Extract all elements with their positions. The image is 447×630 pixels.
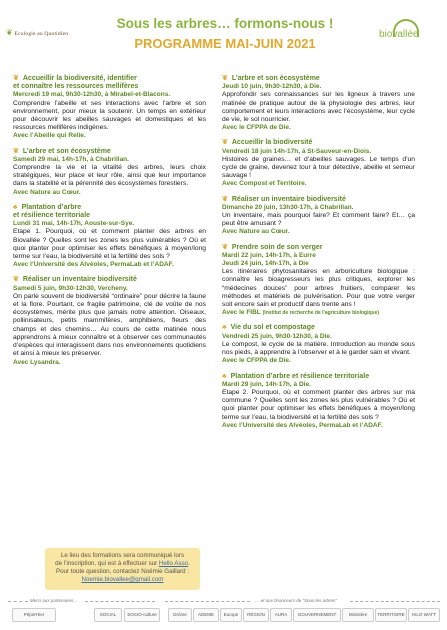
left-column — [13, 75, 206, 374]
funder-logo: TERRITOIRE — [375, 608, 407, 622]
event-date: Jeudi 10 juin, 9h30-12h30, à Die. — [222, 83, 322, 91]
partner-logo: Pépin'Hier — [12, 608, 56, 622]
event-title: Réaliser un inventaire biodiversité — [231, 195, 346, 203]
event-description: Comprendre la vie et la vitalité des arbres, leurs choix stratégiques, leur place et leur rôle, ainsi que leur importance dans la stabilité et la pérennité des écosystèmes forestiers. — [13, 164, 206, 188]
divider — [8, 601, 28, 602]
event-description: Etape 2. Pourquoi, où et comment planter des arbres sur ma commune ? Quelles sont les zones les plus vulnérables ? Où et quoi planter pour optimiser les effets bénéfiques à moyen/long terme sur l’eau, la biodiversité et la fertilité des sols ? — [222, 388, 415, 421]
sprout-icon: ❦ — [222, 139, 228, 147]
event-partner: Avec l’Université des Alvéoles, PermaLab et l’ADAF. — [13, 261, 174, 269]
notice-line: Pour toute question, contactez Noémie Gaillard : — [55, 568, 190, 575]
funder-logo: ADEME — [193, 608, 219, 622]
event-title: Plantation d’arbre et résilience territoriale — [230, 372, 370, 380]
event-entry — [222, 75, 415, 132]
event-description: Les itinéraires phytosanitaires en arboriculture biologique : connaître les bioagresseurs les plus critiques, explorer les “médecines douces” pour arbres fruitiers, comparer les méthodes et matériels de pulvérisation. Pour que votre verger soit encore sain et productif dans trente ans ! — [222, 268, 415, 309]
event-date: Mardi 22 juin, 14h-17h, à Eurre — [222, 251, 316, 259]
contact-email-link[interactable]: Noemie.biovallee@gmail.com — [81, 576, 164, 583]
event-date: Samedi 29 mai, 14h-17h, à Chabrillan. — [13, 155, 129, 163]
event-partner: Avec l’Université des Alvéoles, PermaLab et l’ADAF. — [222, 421, 383, 429]
sprout-icon: ❦ — [13, 276, 19, 284]
event-title: L’arbre et son écosystème — [231, 75, 320, 82]
funder-logo: KILO WATT — [408, 608, 440, 622]
event-entry — [222, 373, 415, 430]
notice-line: de l’inscription, qui est à effectuer sur — [55, 560, 159, 567]
event-partner: Avec Lysandra. — [13, 358, 61, 366]
biovallee-logo: biovallée — [379, 29, 418, 40]
notice-line: Le lieu des formations sera communiqué lors — [60, 552, 185, 559]
leaf-icon: ❦ — [6, 28, 13, 37]
event-entry — [222, 196, 415, 237]
event-entry — [222, 324, 415, 365]
event-description: Approfondir ses connaissances sur les ligneux à travers une matinée de pratique autour de la physiologie des arbres, leur comportement et leurs interactions avec l’écosystème, leur cycle de vie, le sol nourricier. — [222, 91, 415, 124]
event-date: Mercredi 19 mai, 9h30-12h30, à Mirabel-et-Blacons. — [13, 91, 171, 99]
sprout-icon: ❦ — [222, 75, 228, 82]
event-description: Etape 1. Pourquoi, où et comment planter des arbres en Biovallée ? Quelles sont les zones les plus vulnérables ? Où et quoi planter pour optimiser les effets bénéfiques à moyen/long terme sur l’eau, la biodiversité et la fertilité des sols ? — [13, 228, 206, 261]
event-date: Vendredi 18 juin 14h-17h, à St-Sauveur-en-Diois. — [222, 147, 372, 155]
event-title-line2: et connaître les ressources mellifères — [13, 83, 139, 91]
event-title: Accueillir la biodiversité — [231, 139, 313, 147]
sprout-icon: ❦ — [222, 195, 228, 203]
hello-asso-link[interactable]: Hello Asso — [158, 560, 189, 567]
event-date: Vendredi 25 juin, 9h30-12h30, à Die. — [222, 332, 332, 340]
event-partner-note: (Institut de recherche de l’agriculture biologique) — [262, 310, 380, 317]
partners-label: Merci aux partenaires… — [30, 598, 78, 603]
event-title: Réaliser un inventaire biodiversité — [22, 276, 137, 284]
event-partner: Avec le FIBL — [222, 309, 261, 317]
partner-logo: SOCIAL — [94, 608, 122, 622]
event-title: Accueillir la biodiversité, identifier — [22, 75, 137, 82]
sprout-icon: ❦ — [13, 75, 19, 82]
event-description: Histoires de graines… et d’abeilles sauvages. Le temps d’un cycle de graine, devenez tour à tour détective, abeille et semeur sauvage ! — [222, 155, 415, 180]
event-title: Plantation d’arbre — [21, 203, 82, 211]
event-title: L’arbre et son écosystème — [22, 147, 111, 155]
funder-logo: Europe — [220, 608, 242, 622]
event-entry — [13, 204, 206, 270]
event-entry — [13, 148, 206, 197]
event-entry — [222, 244, 415, 318]
event-partner: Avec Nature au Cœur. — [13, 188, 81, 196]
tree-icon: ♣ — [222, 372, 227, 380]
event-entry — [222, 139, 415, 188]
event-title: Prendre soin de son verger — [231, 243, 323, 251]
sprout-icon: ❦ — [222, 243, 228, 251]
event-entry — [13, 276, 206, 366]
registration-notice: Le lieu des formations sera communiqué lors de l’inscription, qui est à effectuer sur Hello Asso. Pour toute question, contactez Noémie Gaillard : Noemie.biovallee@gmail.com — [45, 548, 200, 590]
divider — [165, 601, 250, 602]
funder-logo: GOUVERNEMENT — [293, 608, 341, 622]
divider — [350, 601, 440, 602]
event-date: Dimanche 20 juin, 13h30-17h, à Chabrillan. — [222, 203, 354, 211]
event-date-2: Jeudi 24 juin, 14h-17h, à Die — [222, 260, 309, 268]
logo-arc-icon — [393, 19, 419, 37]
page-subtitle: PROGRAMME MAI-JUIN 2021 — [134, 36, 316, 51]
funder-logo: RÉGION — [243, 608, 269, 622]
funder-logo: Drôme — [168, 608, 192, 622]
event-description: Un inventaire, mais pourquoi faire? Et comment faire? Et… ça peut être amusant ? — [222, 212, 415, 228]
event-partner: Avec l’Abeille qui Relie. — [13, 132, 86, 140]
ecologie-au-quotidien-logo: ❦ Ecologie au Quotidien — [6, 28, 69, 37]
tree-icon: ♣ — [13, 203, 18, 211]
event-title-line2: et résilience territoriale — [13, 212, 91, 220]
event-partner: Avec Compost et Territoire. — [222, 180, 307, 188]
event-date: Mardi 29 juin, 14h-17h, à Die. — [222, 380, 311, 388]
event-date: Lundi 31 mai, 14h-17h, Aouste-sur-Sye. — [13, 220, 135, 228]
sprout-icon: ❦ — [13, 147, 19, 155]
page-title: Sous les arbres… formons-nous ! — [116, 16, 334, 31]
tree-icon: ♣ — [222, 324, 227, 332]
event-description: Comprendre l’abeille et ses interactions avec l’arbre et son environnement, pour mieux la soutenir. Un temps en extérieur pour découvrir les abeilles sauvages et domestiques et les ressources mellifères indigènes. — [13, 99, 206, 132]
partner-logo: SOCIO-culture — [124, 608, 160, 622]
funder-logo: Ministère — [342, 608, 374, 622]
event-partner: Avec le CFPPA de Die. — [222, 357, 291, 365]
event-partner: Avec le CFPPA de Die. — [222, 124, 291, 132]
right-column — [222, 75, 415, 437]
header — [0, 0, 447, 60]
footer — [0, 594, 447, 630]
event-title: Vie du sol et compostage — [230, 324, 315, 332]
event-description: On parle souvent de biodiversité “ordinaire” pour décrire la faune et la flore. Pourtant, ce fragile patrimoine, clé de voûte de nos écosystèmes, mérite plus que jamais notre attention. Oiseaux, pollinisateurs, petits mammifères, amphibiens, fleurs des champs et des chemins… Au cours de cette matinée nous apprendrons à mieux connaître et à observer ces communautés d’espèces qui interagissent dans nos environnements quotidiens et ainsi à mieux les préserver. — [13, 292, 206, 358]
funders-label: … et aux financeurs de “Sous les arbres” — [255, 598, 337, 603]
event-entry — [13, 75, 206, 141]
funder-logo: AURA — [270, 608, 292, 622]
event-description: Le compost, le cycle de la matière. Introduction au monde sous nos pieds, à apprendre à l’observer et à le garder sain et vivant. — [222, 340, 415, 357]
event-partner: Avec Nature au Cœur. — [222, 228, 290, 236]
divider — [85, 601, 155, 602]
event-date: Samedi 5 juin, 9h30-12h30, Vercheny. — [13, 284, 128, 292]
